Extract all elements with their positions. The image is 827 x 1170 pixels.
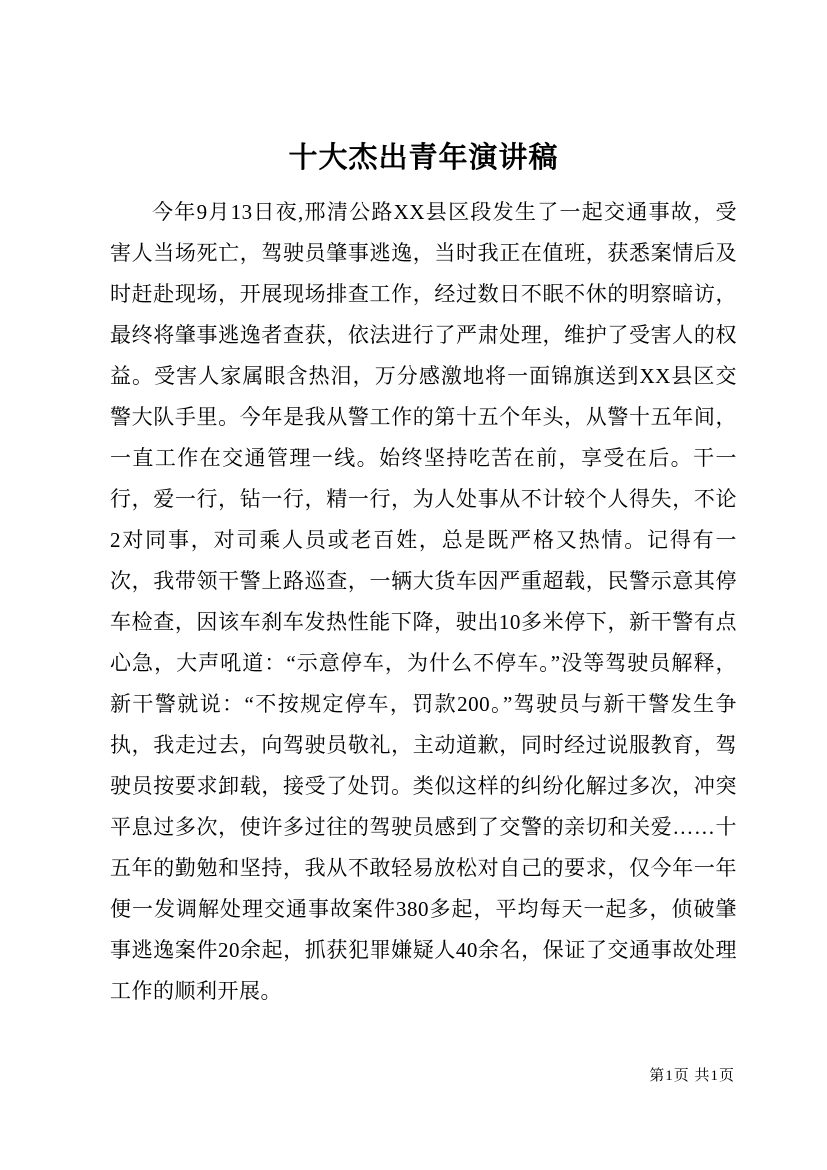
document-content bbox=[110, 140, 737, 1012]
document-body-paragraph: 今年9月13日夜,邢清公路XX县区段发生了一起交通事故，受害人当场死亡，驾驶员肇事逃逸，当时我正在值班，获悉案情后及时赶赴现场，开展现场排查工作，经过数日不眠不休的明察暗访，最终将肇事逃逸者查获，依法进行了严肃处理，维护了受害人的权益。受害人家属眼含热泪，万分感激地将一面锦旗送到XX县区交警大队手里。今年是我从警工作的第十五个年头，从警十五年间，一直工作在交通管理一线。始终坚持吃苦在前，享受在后。干一行，爱一行，钻一行，精一行，为人处事从不计较个人得失，不论2对同事，对司乘人员或老百姓，总是既严格又热情。记得有一次，我带领干警上路巡查，一辆大货车因严重超载，民警示意其停车检查，因该车刹车发热性能下降，驶出10多米停下，新干警有点心急，大声吼道：“示意停车，为什么不停车。”没等驾驶员解释，新干警就说：“不按规定停车，罚款200。”驾驶员与新干警发生争执，我走过去，向驾驶员敬礼，主动道歉，同时经过说服教育，驾驶员按要求卸载，接受了处罚。类似这样的纠纷化解过多次，冲突平息过多次，使许多过往的驾驶员感到了交警的亲切和关爱……十五年的勤勉和坚持，我从不敢轻易放松对自己的要求，仅今年一年便一发调解处理交通事故案件380多起，平均每天一起多，侦破肇事逃逸案件20余起，抓获犯罪嫌疑人40余名，保证了交通事故处理工作的顺利开展。 bbox=[110, 199, 737, 1003]
page-number-footer: 第1页 共1页 bbox=[649, 1068, 735, 1084]
document-title: 十大杰出青年演讲稿 bbox=[288, 142, 559, 174]
